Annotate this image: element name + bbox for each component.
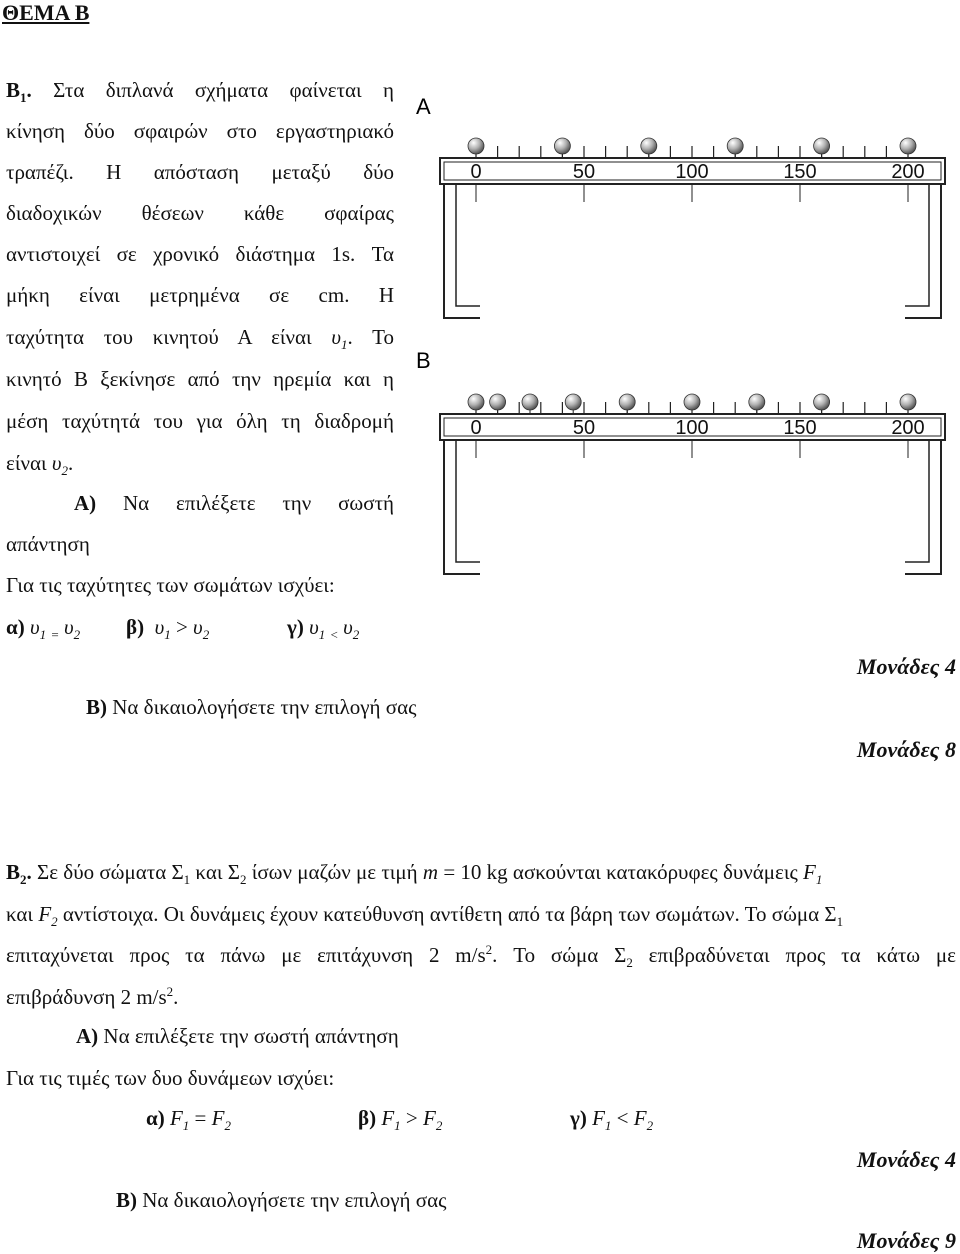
ball-b [749,394,765,410]
lab-table-b [440,394,945,574]
ruler-label-b: 100 [675,417,709,439]
b2-partA: Α) Να επιλέξετε την σωστή απάντηση [76,1024,399,1048]
b1-line-4: διαδοχικών θέσεων κάθε σφαίρας [6,201,394,225]
b1-line-1: $B_1$. Στα διπλανά σχήματα φαίνεται η [6,78,394,106]
ruler-label-b: 0 [470,417,482,439]
b1-option-b: β) $\upsilon_1 > \upsilon_2$ [126,615,210,643]
b1-partB: Β) Να δικαιολογήσετε την επιλογή σας [86,695,417,719]
ruler-label-b: 200 [891,417,925,439]
b1-line-7: ταχύτητα του κινητού Α είναι $\upsilon_1$. Το [6,325,394,353]
ruler-label-a: 100 [675,161,709,183]
b1-line-5: αντιστοιχεί σε χρονικό διάστημα 1s. Τα [6,242,394,266]
ball-b [684,394,700,410]
b1-line-6: μήκη είναι μετρημένα σε cm. Η [6,283,394,307]
b1-partA-cont: απάντηση [6,532,90,556]
ball-a [814,138,830,154]
b2-question: Για τις τιμές των δυο δυνάμεων ισχύει: [6,1066,335,1090]
b1-option-a: α) $\upsilon_1$ $_=$ $\upsilon_2$ [6,615,81,643]
ruler-label-a: 50 [572,161,596,183]
page-title: ΘΕΜΑ Β [2,0,90,25]
ball-b [814,394,830,410]
b1-option-c: γ) $\upsilon_1$ $_<$ $\upsilon_2$ [287,615,360,643]
ball-a [727,138,743,154]
ruler-label-b: 150 [783,417,817,439]
ball-b [490,394,506,410]
ball-b [619,394,635,410]
b1-line-10: είναι $\upsilon_2$. [6,451,74,479]
ruler-label-a: 0 [470,161,482,183]
figure-label-b: Β [416,348,431,373]
experiment-figure [400,80,960,600]
lab-table-a [440,138,945,318]
ball-a [900,138,916,154]
b2-units-b: Μονάδες 9 [856,1228,956,1253]
b1-units-a: Μονάδες 4 [856,654,956,679]
b2-line-3: επιταχύνεται προς τα πάνω με επιτάχυνση 2 $m/s^2$. Το σώμα $\Sigma_2$ επιβραδύνεται προς τα κάτω με [6,942,956,971]
ball-a [641,138,657,154]
ball-a [468,138,484,154]
ruler-label-a: 150 [783,161,817,183]
b1-line-3: τραπέζι. Η απόσταση μεταξύ δύο [6,160,394,184]
b1-line-2: κίνηση δύο σφαιρών στο εργαστηριακό [6,119,394,143]
b1-line-9: μέση ταχύτητά του για όλη τη διαδρομή [6,409,394,433]
b1-partA: Α) Να επιλέξετε την σωστή [74,491,394,515]
b2-option-c: γ) $F_1 < F_2$ [570,1106,654,1134]
b2-partB: Β) Να δικαιολογήσετε την επιλογή σας [116,1188,447,1212]
b1-question: Για τις ταχύτητες των σωμάτων ισχύει: [6,573,335,597]
b2-line-1: $B_2$. Σε δύο σώματα $\Sigma_1$ και $\Sigma_2$ ίσων μαζών με τιμή m = 10 kg ασκούνται κατακόρυφες δυνάμεις $F_1$ [6,860,823,888]
ball-b [522,394,538,410]
b2-option-a: α) $F_1 = F_2$ [146,1106,231,1134]
ball-b [468,394,484,410]
b1-line-8: κινητό Β ξεκίνησε από την ηρεμία και η [6,367,394,391]
ruler-label-b: 50 [572,417,596,439]
b1-units-b: Μονάδες 8 [856,737,956,762]
ball-a [554,138,570,154]
ball-b [900,394,916,410]
ball-b [565,394,581,410]
b2-line-4: επιβράδυνση 2 $m/s^2$. [6,984,179,1009]
b2-option-b: β) $F_1 > F_2$ [358,1106,443,1134]
ruler-label-a: 200 [891,161,925,183]
figure-label-a: Α [416,94,431,119]
b2-line-2: και $F_2$ αντίστοιχα. Οι δυνάμεις έχουν κατεύθυνση αντίθετη από τα βάρη των σωμάτων. Το σώμα $\Sigma_1$ [6,902,844,930]
b2-units-a: Μονάδες 4 [856,1147,956,1172]
